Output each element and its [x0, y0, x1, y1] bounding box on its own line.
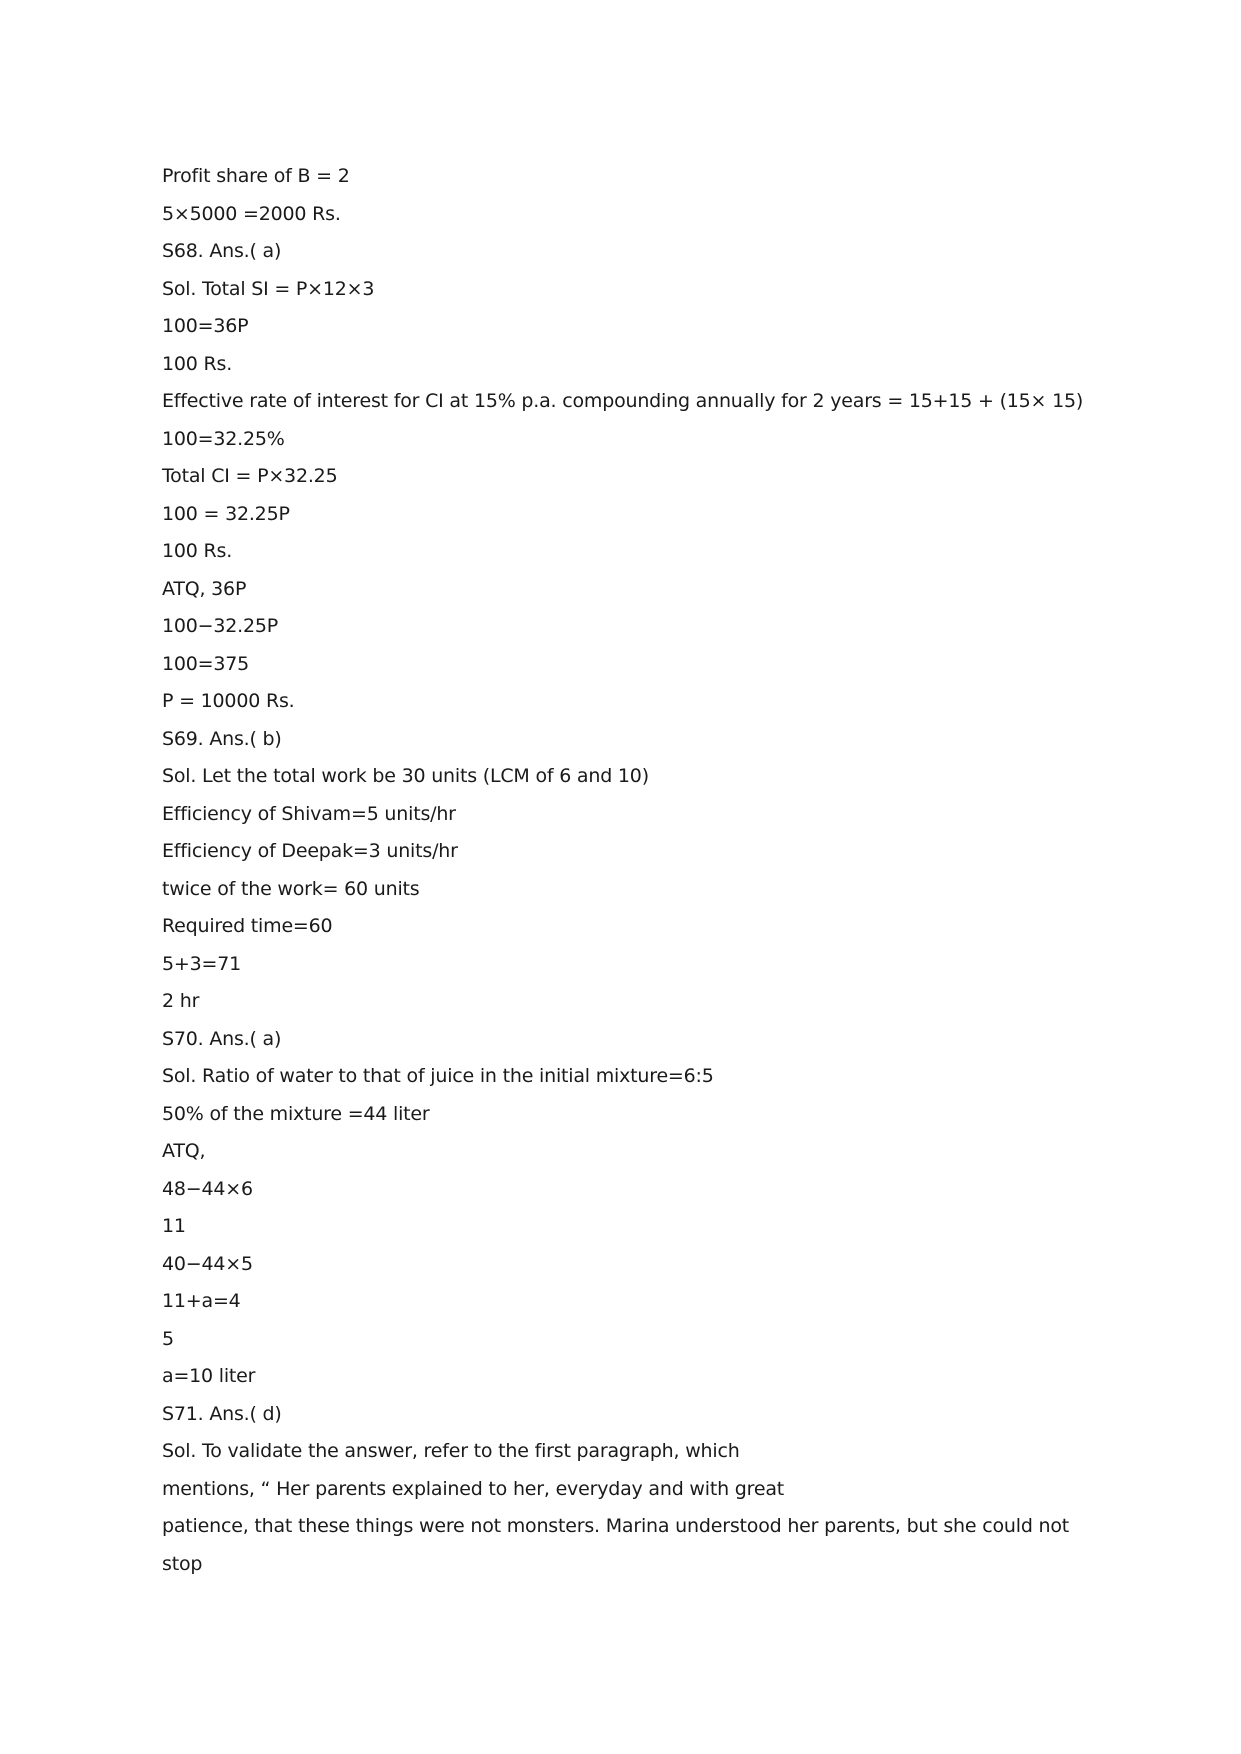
text-line: ATQ, [162, 1140, 206, 1162]
text-line: 11 [162, 1215, 186, 1237]
text-line: Sol. Ratio of water to that of juice in the initial mixture=6:5 [162, 1065, 714, 1087]
text-line: 11+a=4 [162, 1290, 241, 1312]
text-line: Profit share of B = 2 [162, 165, 350, 187]
text-line: twice of the work= 60 units [162, 877, 420, 900]
text-line: 2 hr [162, 990, 200, 1012]
text-line: 100 Rs. [162, 540, 233, 562]
text-line: 100=32.25% [162, 427, 285, 450]
answer-heading-s71: S71. Ans.( d) [162, 1402, 282, 1425]
text-line: Total CI = P×32.25 [162, 465, 338, 487]
answer-heading-s68: S68. Ans.( a) [162, 240, 282, 262]
solution-text [162, 158, 1084, 1583]
text-line: 100=375 [162, 652, 250, 675]
text-line: 40−44×5 [162, 1252, 253, 1275]
text-line: 5+3=71 [162, 952, 241, 975]
text-line: mentions, “ Her parents explained to her, everyday and with great [162, 1477, 785, 1500]
text-line: a=10 liter [162, 1365, 256, 1387]
text-line: 100 = 32.25P [162, 502, 290, 525]
text-line: Effective rate of interest for CI at 15% p.a. compounding annually for 2 years = 15+15 + (15× 15) [162, 390, 1084, 412]
text-line: Sol. Total SI = P×12×3 [162, 277, 375, 300]
text-line: Sol. Let the total work be 30 units (LCM of 6 and 10) [162, 765, 649, 787]
text-line: Efficiency of Shivam=5 units/hr [162, 802, 456, 825]
text-line: patience, that these things were not monsters. Marina understood her parents, but she could not [162, 1515, 1070, 1537]
answer-heading-s69: S69. Ans.( b) [162, 727, 282, 750]
text-line: P = 10000 Rs. [162, 690, 295, 712]
text-line: Sol. To validate the answer, refer to the first paragraph, which [162, 1440, 740, 1462]
text-line: 100 Rs. [162, 352, 233, 375]
text-line: 5 [162, 1327, 174, 1350]
text-line: 50% of the mixture =44 liter [162, 1102, 430, 1125]
text-line: Required time=60 [162, 915, 333, 937]
text-line: stop [162, 1552, 203, 1575]
text-line: Efficiency of Deepak=3 units/hr [162, 840, 458, 862]
text-line: 100=36P [162, 315, 249, 337]
text-line: 48−44×6 [162, 1177, 253, 1200]
text-line: 100−32.25P [162, 615, 279, 637]
text-line: ATQ, 36P [162, 577, 247, 600]
answer-heading-s70: S70. Ans.( a) [162, 1027, 282, 1050]
text-line: 5×5000 =2000 Rs. [162, 202, 341, 225]
